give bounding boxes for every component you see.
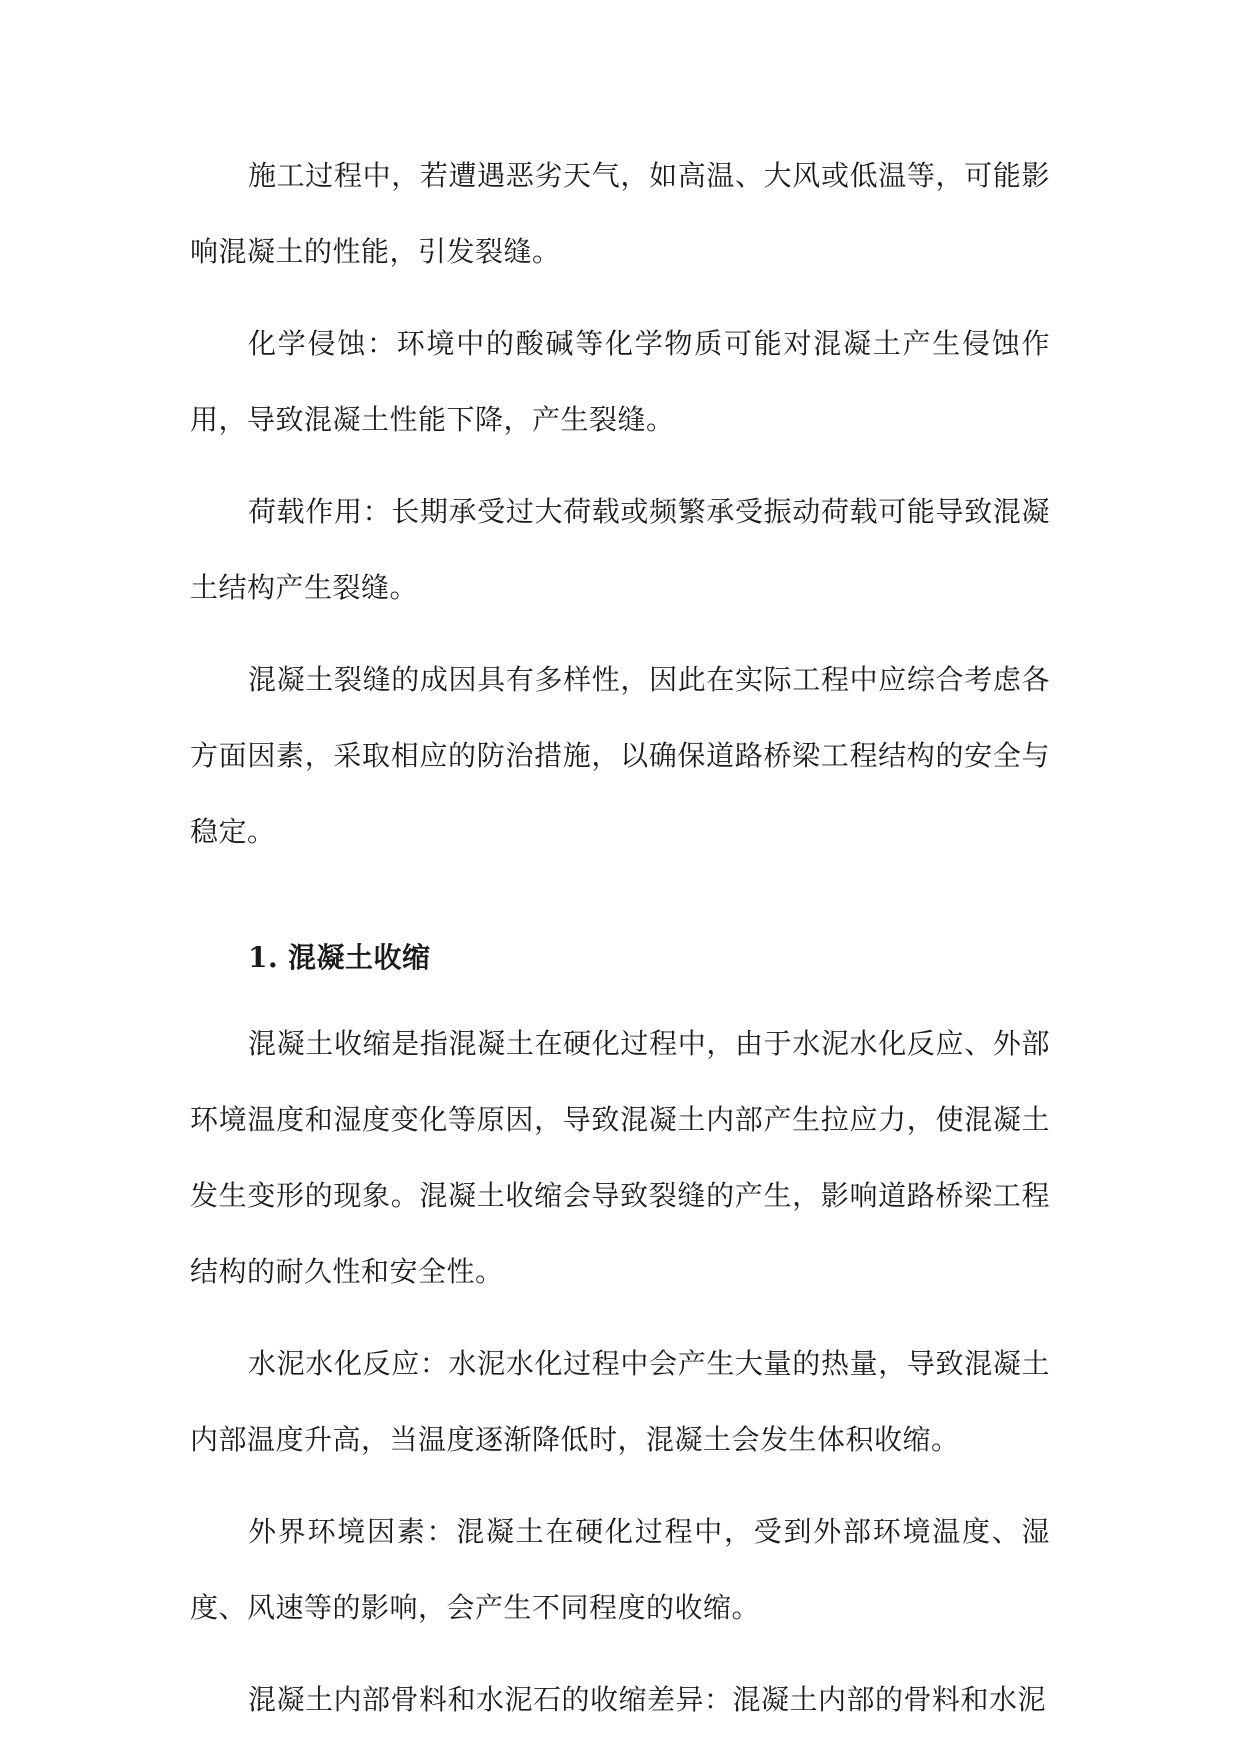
paragraph-weather: 施工过程中，若遭遇恶劣天气，如高温、大风或低温等，可能影响混凝土的性能，引发裂缝。 — [190, 159, 1050, 268]
paragraph-shrinkage-definition: 混凝土收缩是指混凝土在硬化过程中，由于水泥水化反应、外部环境温度和湿度变化等原因，导致混凝土内部产生拉应力，使混凝土发生变形的现象。混凝土收缩会导致裂缝的产生，影响道路桥梁工程结构的耐久性和安全性。 — [190, 1027, 1050, 1288]
paragraph-chemical-erosion: 化学侵蚀：环境中的酸碱等化学物质可能对混凝土产生侵蚀作用，导致混凝土性能下降，产生裂缝。 — [190, 327, 1050, 436]
paragraph-aggregate-difference: 混凝土内部骨料和水泥石的收缩差异：混凝土内部的骨料和水泥 — [248, 1683, 1047, 1716]
section-heading — [190, 920, 1050, 996]
paragraph-hydration: 水泥水化反应：水泥水化过程中会产生大量的热量，导致混凝土内部温度升高，当温度逐渐降低时，混凝土会发生体积收缩。 — [190, 1347, 1050, 1456]
paragraph-load-effect: 荷载作用：长期承受过大荷载或频繁承受振动荷载可能导致混凝土结构产生裂缝。 — [190, 495, 1050, 604]
paragraph-environment: 外界环境因素：混凝土在硬化过程中，受到外部环境温度、湿度、风速等的影响，会产生不同程度的收缩。 — [190, 1515, 1050, 1624]
section-title: 混凝土收缩 — [288, 941, 431, 974]
page-content — [190, 138, 1050, 1754]
section-number: 1. — [248, 941, 279, 974]
paragraph-summary: 混凝土裂缝的成因具有多样性，因此在实际工程中应综合考虑各方面因素，采取相应的防治措施，以确保道路桥梁工程结构的安全与稳定。 — [190, 663, 1050, 848]
